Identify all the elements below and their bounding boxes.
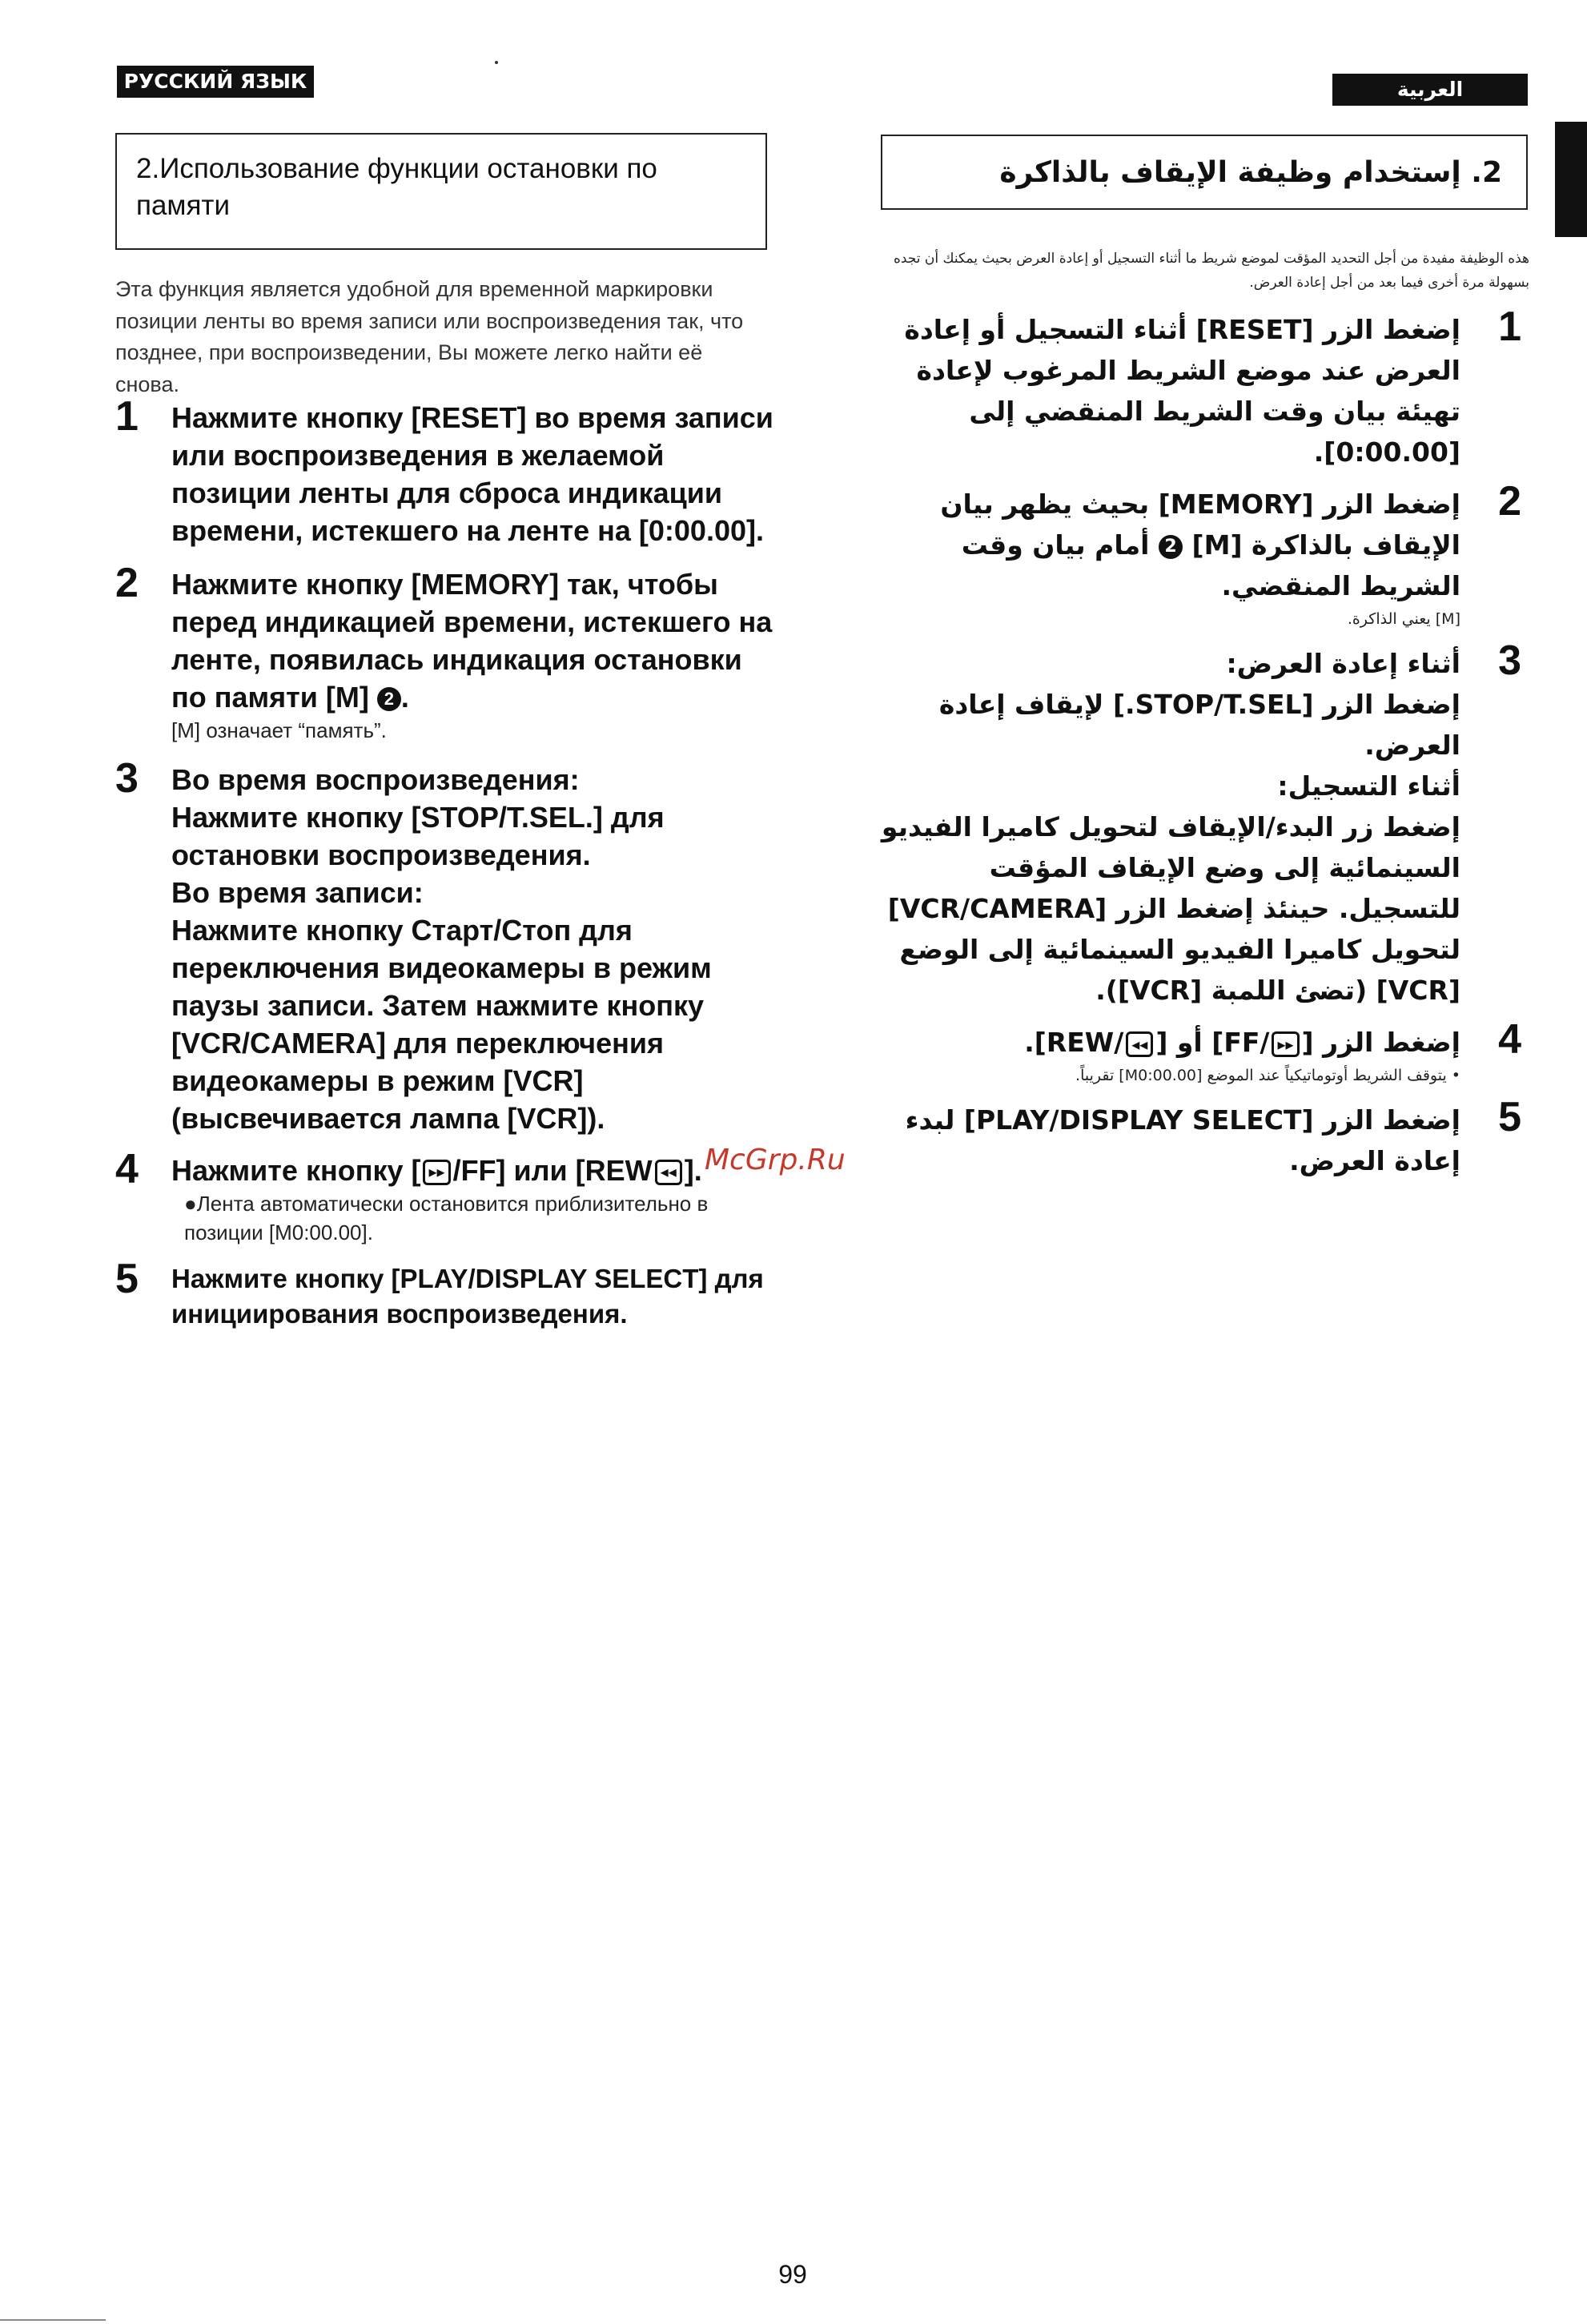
step-arabic-2 bbox=[881, 478, 1521, 632]
step-arabic-5 bbox=[881, 1094, 1521, 1181]
step-text-part: أمام بيان وقت الشريط المنقضي. bbox=[961, 529, 1460, 601]
step-note: [M] означает “память”. bbox=[171, 718, 387, 742]
step-text-part: Нажмите кнопку [ bbox=[171, 1154, 421, 1187]
section-title-russian: 2.Использование функции остановки по памяти bbox=[115, 133, 767, 250]
watermark-text: McGrp.Ru bbox=[705, 1144, 846, 1176]
step-text-part: إضغط الزر [ bbox=[1301, 1027, 1460, 1058]
step-note: ●Лента автоматически остановится приблизительно в позиции [M0:00.00]. bbox=[184, 1192, 709, 1244]
step-number: 5 bbox=[1498, 1094, 1521, 1140]
step-arabic-3 bbox=[881, 637, 1521, 1011]
step-number: 4 bbox=[1498, 1016, 1521, 1063]
step-text-part: /FF] или [REW bbox=[452, 1154, 653, 1187]
step-arabic-4 bbox=[881, 1016, 1521, 1088]
step-text-part: /REW]. bbox=[1024, 1027, 1124, 1058]
step-russian-4 bbox=[115, 1146, 780, 1247]
step-russian-3 bbox=[115, 755, 780, 1137]
intro-paragraph-russian: Эта функция является удобной для временной маркировки позиции ленты во время записи или воспроизведения так, что позднее, при воспроизведении, Вы можете легко найти её снова. bbox=[115, 277, 744, 396]
step-text-part: إضغط الزر [MEMORY] بحيث يظهر بيان الإيقاف بالذاكرة [M] bbox=[940, 489, 1460, 561]
step-line: أثناء إعادة العرض: bbox=[1226, 648, 1460, 679]
step-number: 2 bbox=[1498, 478, 1521, 525]
step-number: 5 bbox=[115, 1256, 139, 1302]
circled-2-icon: 2 bbox=[377, 687, 401, 711]
circled-2-icon: 2 bbox=[1159, 535, 1183, 559]
step-russian-1 bbox=[115, 393, 780, 549]
step-line: Нажмите кнопку Старт/Стоп для переключения видеокамеры в режим паузы записи. Затем нажмите кнопку [VCR/CAMERA] для переключения видеокамеры в режим [VCR] (высвечивается лампа [VCR]). bbox=[171, 914, 712, 1135]
step-text bbox=[171, 1152, 780, 1189]
step-number: 4 bbox=[115, 1146, 139, 1192]
fast-forward-icon: ▸▸ bbox=[1272, 1031, 1299, 1057]
step-text bbox=[881, 1022, 1460, 1063]
step-arabic-1 bbox=[881, 304, 1521, 472]
step-line: إضغط زر البدء/الإيقاف لتحويل كاميرا الفيديو السينمائية إلى وضع الإيقاف المؤقت للتسجيل. حينئذ إضغط الزر [VCR/CAMERA] لتحويل كاميرا الفيديو السينمائية إلى الوضع [VCR] (تضئ اللمبة [VCR]). bbox=[881, 811, 1460, 1006]
language-badge-arabic: العربية bbox=[1332, 74, 1528, 106]
step-number: 3 bbox=[1498, 637, 1521, 684]
step-line: Во время воспроизведения: bbox=[171, 763, 580, 796]
step-number: 2 bbox=[115, 560, 139, 606]
step-number: 1 bbox=[115, 393, 139, 440]
bottom-rule bbox=[0, 2319, 106, 2321]
edge-index-tab bbox=[1555, 122, 1587, 237]
fast-forward-icon: ▸▸ bbox=[423, 1160, 450, 1185]
language-badge-russian: РУССКИЙ ЯЗЫК bbox=[117, 66, 314, 98]
steps-list-russian bbox=[115, 393, 780, 1332]
section-title-arabic: 2. إستخدام وظيفة الإيقاف بالذاكرة bbox=[881, 135, 1528, 210]
step-number: 3 bbox=[115, 755, 139, 802]
step-text bbox=[171, 565, 780, 716]
step-text: Нажмите кнопку [RESET] во время записи или воспроизведения в желаемой позиции ленты для сброса индикации времени, истекшего на ленте на [0:00.00]. bbox=[171, 401, 773, 547]
rewind-icon: ◂◂ bbox=[1126, 1031, 1153, 1057]
step-line: إضغط الزر [STOP/T.SEL.] لإيقاف إعادة العرض. bbox=[938, 689, 1460, 761]
step-text bbox=[881, 484, 1460, 606]
step-text-main: Нажмите кнопку [MEMORY] так, чтобы перед индикацией времени, истекшего на ленте, появилась индикация остановки по памяти [M] bbox=[171, 568, 773, 714]
scan-speck bbox=[495, 61, 498, 64]
steps-list-arabic bbox=[881, 304, 1521, 1181]
intro-paragraph-arabic: هذه الوظيفة مفيدة من أجل التحديد المؤقت لموضع شريط ما أثناء التسجيل أو إعادة العرض بحيث يمكنك أن تجده بسهولة مرة أخرى فيما بعد من أجل إعادة العرض. bbox=[893, 251, 1529, 291]
step-note: [M] يعني الذاكرة. bbox=[1347, 610, 1460, 628]
step-number: 1 bbox=[1498, 304, 1521, 350]
step-text: إضغط الزر [RESET] أثناء التسجيل أو إعادة العرض عند موضع الشريط المرغوب لإعادة تهيئة بيان وقت الشريط المنقضي إلى [0:00.00]. bbox=[904, 314, 1460, 468]
step-text-part: /FF] أو [ bbox=[1155, 1027, 1270, 1058]
step-line: Нажмите кнопку [STOP/T.SEL.] для остановки воспроизведения. bbox=[171, 801, 665, 871]
rewind-icon: ◂◂ bbox=[655, 1160, 682, 1185]
step-text: Нажмите кнопку [PLAY/DISPLAY SELECT] для инициирования воспроизведения. bbox=[171, 1264, 764, 1329]
step-text: إضغط الزر [PLAY/DISPLAY SELECT] لبدء إعادة العرض. bbox=[905, 1104, 1460, 1176]
step-note: • يتوقف الشريط أوتوماتيكياً عند الموضع [M0:00.00] تقريباً. bbox=[1075, 1067, 1460, 1084]
step-text-part: ]. bbox=[684, 1154, 702, 1187]
step-line: أثناء التسجيل: bbox=[1277, 770, 1460, 802]
step-line: Во время записи: bbox=[171, 876, 424, 909]
step-russian-5 bbox=[115, 1256, 780, 1332]
step-text-end: . bbox=[400, 681, 409, 714]
step-russian-2 bbox=[115, 560, 780, 745]
page-number: 99 bbox=[778, 2260, 807, 2289]
